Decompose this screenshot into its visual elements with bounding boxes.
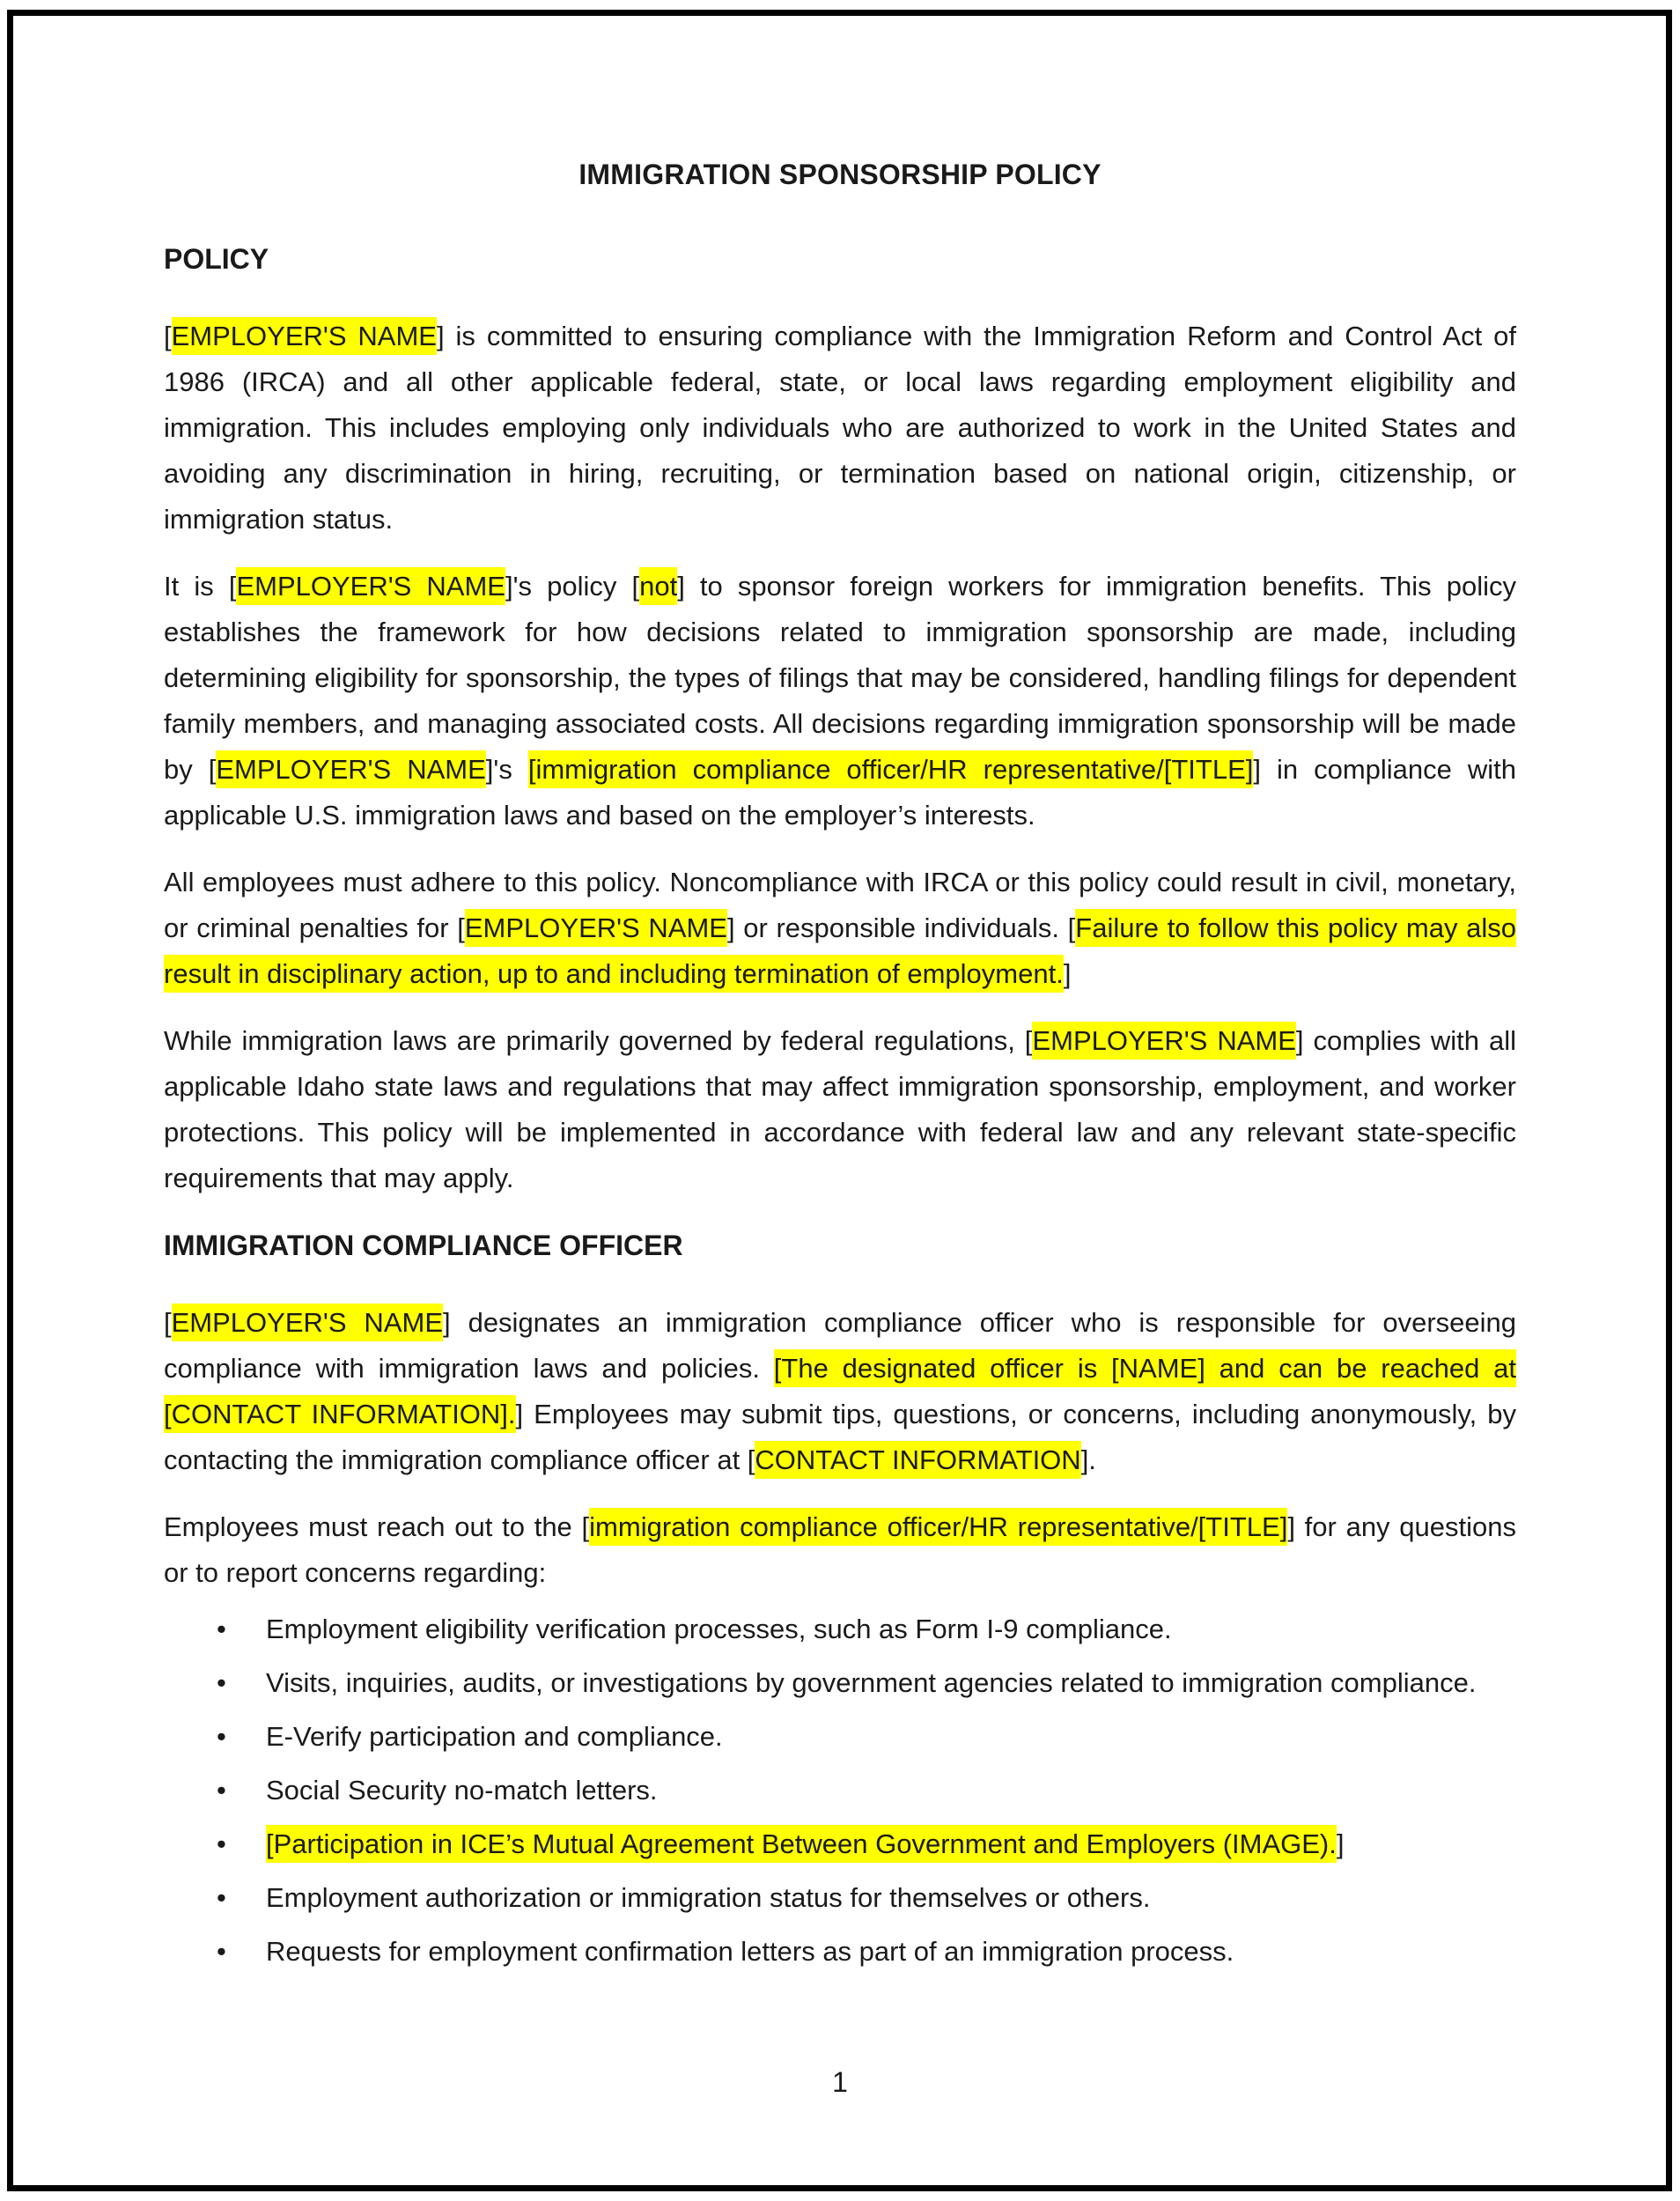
bullet-icon: • [217, 1775, 226, 1806]
document-title: IMMIGRATION SPONSORSHIP POLICY [578, 159, 1102, 190]
list-item [217, 1821, 1516, 1867]
text-run: ] in compliance with applicable U.S. immigration laws and based on the employer’s interests. [164, 754, 1517, 831]
highlighted-text: EMPLOYER'S NAME [172, 317, 437, 355]
page-number: 1 [832, 2066, 848, 2098]
text-run: All employees must adhere to this policy. Noncompliance with IRCA or this policy could result in civil, monetary, or criminal penalties for [ [164, 867, 1516, 943]
text-run: ] complies with all applicable Idaho state laws and regulations that may affect immigration sponsorship, employment, and worker protections. This policy will be implemented in accordance with federal law and any relevant state-specific requirements that may apply. [164, 1025, 1516, 1193]
text-run: Employees must reach out to the [ [164, 1511, 590, 1542]
text-run: ] [1336, 1828, 1345, 1859]
text-run: It is [ [164, 571, 237, 602]
bullet-icon: • [217, 1721, 226, 1752]
text-run: Requests for employment confirmation letters as part of an immigration process. [266, 1936, 1234, 1967]
highlighted-text: CONTACT INFORMATION [755, 1441, 1080, 1479]
list-item [217, 1606, 1516, 1652]
officer-paragraph-2 [164, 1504, 1516, 1596]
bullet-icon: • [217, 1667, 226, 1698]
text-run: ] is committed to ensuring compliance with the Immigration Reform and Control Act of 1986 (IRCA) and all other applicable federal, state, or local laws regarding employment eligibility and immigration. This includes employing only individuals who are authorized to work in the United States and avoiding any discrimination in hiring, recruiting, or termination based on national origin, citizenship, or immigration status. [164, 321, 1517, 535]
text-run: Social Security no-match letters. [266, 1775, 658, 1806]
bullet-icon: • [217, 1614, 226, 1644]
list-item [217, 1768, 1516, 1813]
text-run: Employment eligibility verification processes, such as Form I-9 compliance. [266, 1614, 1172, 1644]
highlighted-text: [immigration compliance officer/HR representative/[TITLE] [528, 750, 1254, 788]
bullet-icon: • [217, 1828, 226, 1859]
list-item [217, 1660, 1516, 1706]
officer-paragraph-1 [164, 1300, 1516, 1483]
text-run: ]. [1080, 1444, 1096, 1475]
text-run: ]'s policy [ [505, 571, 640, 602]
highlighted-text: immigration compliance officer/HR representative/[TITLE] [589, 1508, 1287, 1546]
list-item-text [266, 1882, 1150, 1913]
highlighted-text: [The designated officer is [NAME] and can be reached at [CONTACT INFORMATION]. [164, 1349, 1516, 1433]
text-run: Visits, inquiries, audits, or investigations by government agencies related to immigration compliance. [266, 1667, 1477, 1698]
text-run: ] or responsible individuals. [ [726, 912, 1076, 943]
highlighted-text: EMPLOYER'S NAME [465, 909, 727, 947]
highlighted-text: not [639, 567, 677, 605]
section-heading-compliance-officer: IMMIGRATION COMPLIANCE OFFICER [164, 1230, 683, 1261]
text-run: While immigration laws are primarily governed by federal regulations, [ [164, 1025, 1033, 1056]
text-run: ] for any questions or to report concerns regarding: [164, 1511, 1516, 1588]
text-run: E-Verify participation and compliance. [266, 1721, 723, 1752]
text-run: ] Employees may submit tips, questions, or concerns, including anonymously, by contacting the immigration compliance officer at [ [164, 1399, 1516, 1475]
policy-paragraph-1 [164, 314, 1516, 543]
highlighted-text: EMPLOYER'S NAME [1032, 1022, 1295, 1060]
bullet-icon: • [217, 1882, 226, 1913]
list-item [217, 1929, 1516, 1975]
text-run: [ [164, 1307, 172, 1338]
text-run: [ [164, 321, 172, 351]
list-item-text [266, 1936, 1234, 1967]
highlighted-text: [Participation in ICE’s Mutual Agreement Between Government and Employers (IMAGE). [266, 1825, 1337, 1863]
list-item-text [266, 1614, 1172, 1644]
document-content [164, 151, 1516, 1983]
list-item [217, 1875, 1516, 1921]
bullet-icon: • [217, 1936, 226, 1967]
highlighted-text: EMPLOYER'S NAME [236, 567, 505, 605]
text-run: ] [1063, 958, 1072, 989]
list-item-text [266, 1825, 1344, 1863]
text-run: ] to sponsor foreign workers for immigration benefits. This policy establishes the framework for how decisions related to immigration sponsorship are made, including determining eligibility for sponsorship, the types of filings that may be considered, handling filings for dependent family members, and managing associated costs. All decisions regarding immigration sponsorship will be made by [ [164, 571, 1517, 785]
policy-paragraph-2 [164, 564, 1516, 838]
highlighted-text: EMPLOYER'S NAME [216, 750, 485, 788]
text-run: ] designates an immigration compliance officer who is responsible for overseeing compliance with immigration laws and policies. [164, 1307, 1517, 1384]
list-item-text [266, 1775, 658, 1806]
highlighted-text: Failure to follow this policy may also result in disciplinary action, up to and including termination of employment. [164, 909, 1516, 993]
policy-paragraph-3 [164, 860, 1516, 997]
list-item [217, 1714, 1516, 1760]
concerns-bullet-list [164, 1606, 1516, 1975]
section-heading-policy: POLICY [164, 243, 269, 275]
list-item-text [266, 1667, 1476, 1698]
list-item-text [266, 1721, 723, 1752]
text-run: Employment authorization or immigration status for themselves or others. [266, 1882, 1151, 1913]
highlighted-text: EMPLOYER'S NAME [172, 1304, 443, 1341]
text-run: ]'s [485, 754, 528, 785]
policy-paragraph-4 [164, 1018, 1516, 1201]
